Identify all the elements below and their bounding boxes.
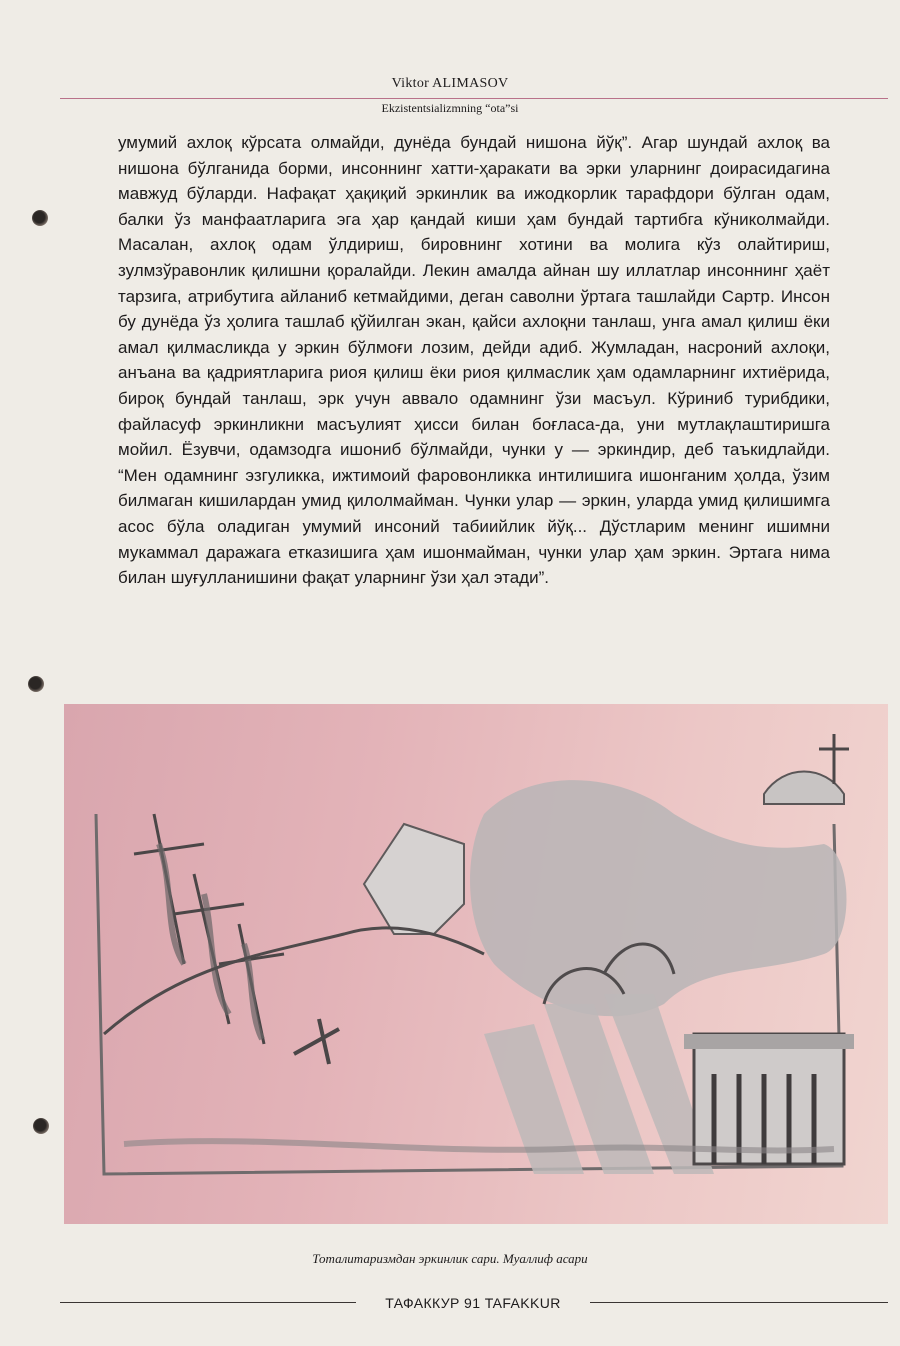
figure-caption: Тоталитаризмдан эркинлик сари. Муаллиф асари [312, 1251, 588, 1266]
author-name: Viktor ALIMASOV [391, 76, 509, 91]
binder-hole-top [32, 210, 48, 226]
article-body [118, 130, 830, 591]
binder-hole-bottom [33, 1118, 49, 1134]
page-footer [60, 1294, 888, 1312]
temple-roof [684, 1034, 854, 1049]
footer-rule-right [590, 1302, 888, 1303]
body-paragraph: умумий ахлоқ кўрсата олмайди, дунёда бундай нишона йўқ”. Агар шундай ахлоқ ва нишона бўлганида борми, инсоннинг хатти-ҳаракати ва эрки уларнинг доирасидагина мавжуд бўларди. Нафақат ҳақиқий эркинлик ва ижодкорлик тарафдори бўлган одам, балки ўз манфаатларига эга ҳар қандай киши ҳам бундай тартибга кўниколмайди. Масалан, ахлоқ одам ўлдириш, бировнинг хотини ва молига кўз олайтириш, зулмзўравонлик қилишни қоралайди. Лекин амалда айнан шу иллатлар инсоннинг ҳаёт тарзига, атрибутига айланиб кетмайдими, деган саволни ўртага ташлайди Сартр. Инсон бу дунёда ўз ҳолига ташлаб қўйилган экан, қайси ахлоқни танлаш, унга амал қилиш ёки амал қилмасликда у эркин бўлмоғи лозим, дейди адиб. Жумладан, насроний ахлоқи, анъана ва қадриятларига риоя қилиш ёки риоя қилмаслик ҳам одамларнинг ихтиёрида, бироқ бундай танлаш, эрк учун аввало одамнинг ўзи масъул. Кўриниб турибдики, файласуф эркинликни масъулият ҳисси билан боғласа-да, уни мутлақлаштиришга мойил. Ёзувчи, одамзодга ишониб бўлмайди, чунки у — эркиндир, деб таъкидлайди. “Мен одамнинг эзгуликка, ижтимоий фаровонликка интилишига ишонганим ҳолда, ўзим билмаган кишилардан умид қилолмайман. Чунки улар — эркин, уларда умид қилишимга асос бўла оладиган умумий инсоний табиийлик йўқ... Дўстларим менинг ишимни мукаммал даражага етказишига ҳам ишонмайман, чунки улар ҳам эркин. Эртага нима билан шуғулланишини фақат уларнинг ўзи ҳал этади”. [118, 133, 830, 588]
arrow-shape [364, 824, 464, 934]
footer-page-label: ТАФАККУР 91 TAFAKKUR [385, 1295, 561, 1311]
figure-bodies [159, 844, 262, 1039]
cloud-shape [470, 780, 846, 1016]
fallen-cross [294, 1019, 339, 1064]
dome-shape [764, 772, 844, 805]
footer-rule-left [60, 1302, 356, 1303]
illustration [64, 704, 888, 1224]
binder-hole-middle [28, 676, 44, 692]
wave-line [104, 928, 484, 1034]
header-rule [60, 98, 888, 99]
running-header [0, 76, 900, 92]
article-subtitle: Ekzistentsializmning “ota”si [381, 101, 519, 115]
illustration-drawing [64, 704, 888, 1224]
